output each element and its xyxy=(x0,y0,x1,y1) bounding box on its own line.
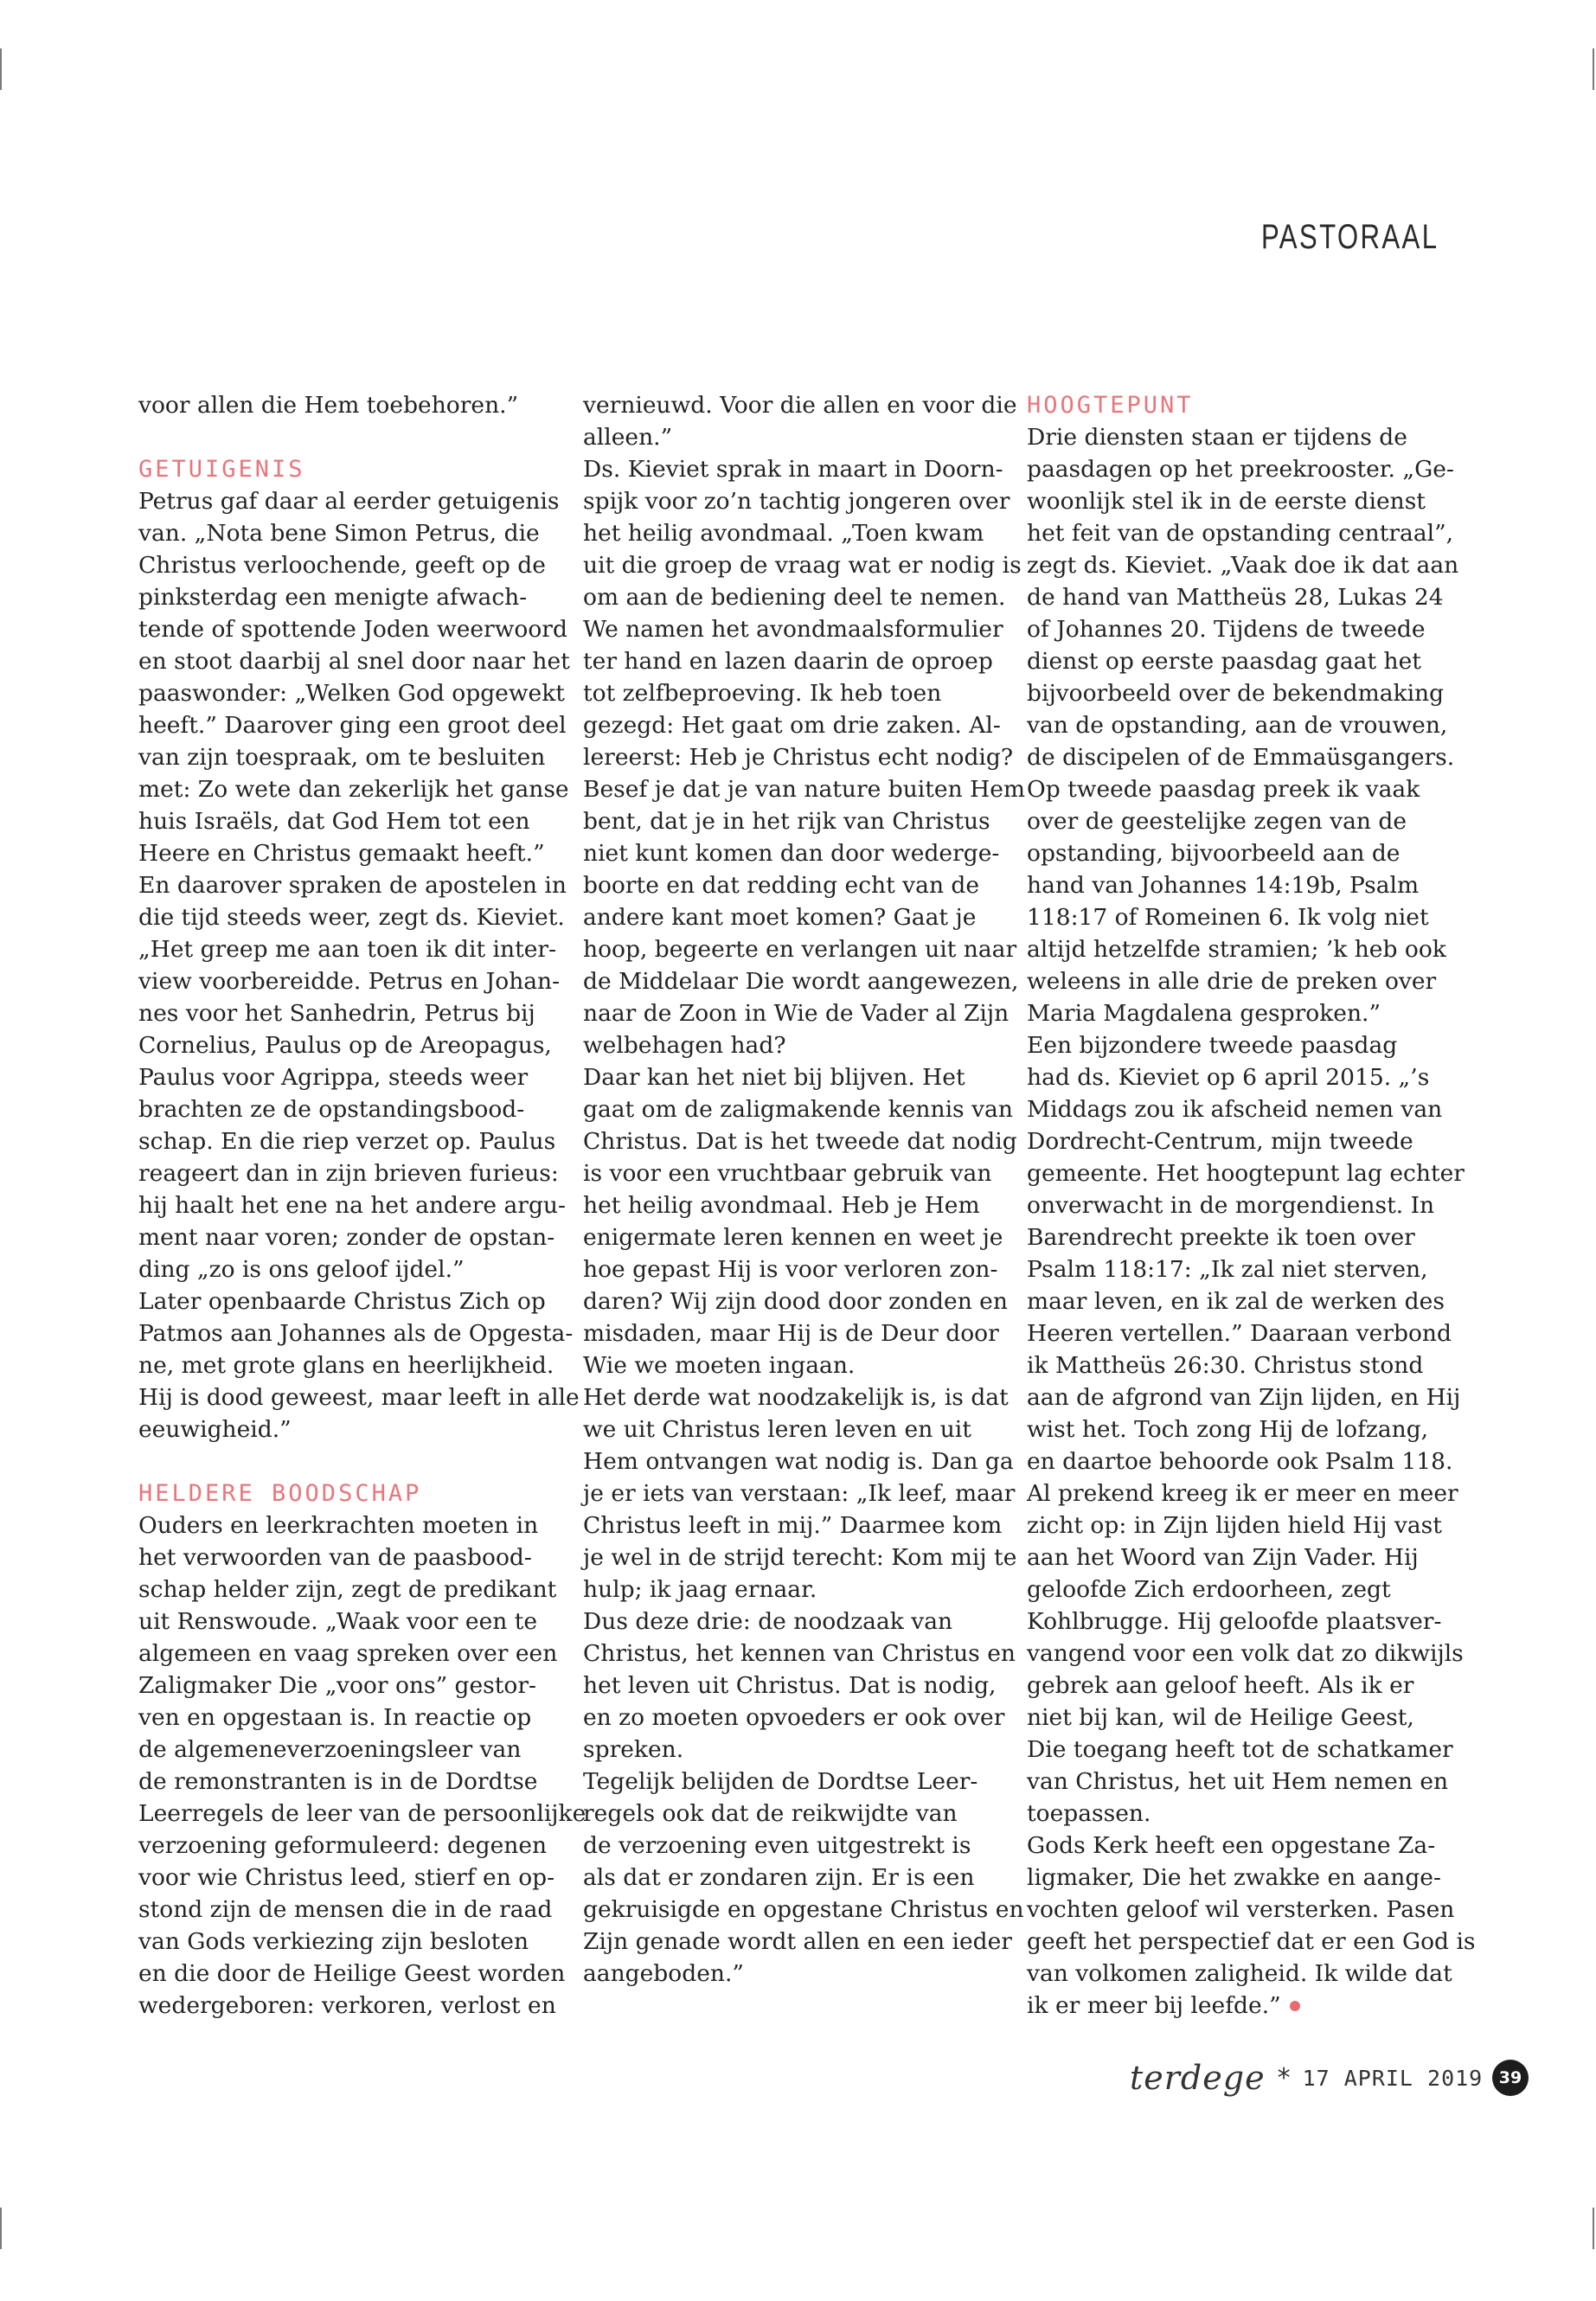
text-line: hulp; ik jaag ernaar. xyxy=(583,1576,817,1603)
text-line: de remonstranten is in de Dordtse xyxy=(138,1768,538,1795)
text-line: Barendrecht preekte ik toen over xyxy=(1027,1224,1415,1251)
text-line: spreken. xyxy=(583,1736,684,1763)
text-line: en die door de Heilige Geest worden xyxy=(138,1960,566,1987)
text-line: dienst op eerste paasdag gaat het xyxy=(1027,648,1421,675)
text-line: ding „zo is ons geloof ijdel.” xyxy=(138,1256,465,1283)
text-line: view voorbereidde. Petrus en Johan- xyxy=(138,968,561,995)
text-line: algemeen en vaag spreken over een xyxy=(138,1640,558,1667)
text-line: de verzoening even uitgestrekt is xyxy=(583,1832,971,1859)
text-line: gekruisigde en opgestane Christus en xyxy=(583,1896,1024,1923)
text-line: toepassen. xyxy=(1027,1800,1151,1827)
text-line: aan het Woord van Zijn Vader. Hij xyxy=(1027,1544,1419,1571)
text-line: je er iets van verstaan: „Ik leef, maar xyxy=(583,1480,1016,1507)
section-label: PASTORAAL xyxy=(1260,218,1439,256)
text-line: maar leven, en ik zal de werken des xyxy=(1027,1288,1445,1315)
text-line: Paulus voor Agrippa, steeds weer xyxy=(138,1064,529,1091)
text-line: Christus verloochende, geeft op de xyxy=(138,552,546,579)
article-column-3 xyxy=(1027,389,1476,2022)
text-line: Dordrecht-Centrum, mijn tweede xyxy=(1027,1128,1413,1155)
text-line: vangend voor een volk dat zo dikwijls xyxy=(1027,1640,1464,1667)
text-line: gaat om de zaligmakende kennis van xyxy=(583,1096,1013,1123)
text-line: Maria Magdalena gesproken.” xyxy=(1027,1000,1381,1027)
text-line: woonlijk stel ik in de eerste dienst xyxy=(1027,488,1426,515)
text-line: Hij is dood geweest, maar leeft in alle xyxy=(138,1384,580,1411)
text-line: Besef je dat je van nature buiten Hem xyxy=(583,776,1026,803)
text-line: bent, dat je in het rijk van Christus xyxy=(583,808,990,835)
text-line: naar de Zoon in Wie de Vader al Zijn xyxy=(583,1000,1010,1027)
text-line: het leven uit Christus. Dat is nodig, xyxy=(583,1672,997,1699)
text-line: van zijn toespraak, om te besluiten xyxy=(138,744,546,771)
text-line: van volkomen zaligheid. Ik wilde dat xyxy=(1027,1960,1452,1987)
text-line: regels ook dat de reikwijdte van xyxy=(583,1800,958,1827)
text-line: vochten geloof wil versterken. Pasen xyxy=(1027,1896,1455,1923)
text-line: van Gods verkiezing zijn besloten xyxy=(138,1928,529,1955)
text-line: aan de afgrond van Zijn lijden, en Hij xyxy=(1027,1384,1461,1411)
text-line: paasdagen op het preekrooster. „Ge- xyxy=(1027,456,1454,483)
text-line: ven en opgestaan is. In reactie op xyxy=(138,1704,532,1731)
text-line: daren? Wij zijn dood door zonden en xyxy=(583,1288,1008,1315)
text-line: had ds. Kieviet op 6 april 2015. „’s xyxy=(1027,1064,1430,1091)
text-line: Die toegang heeft tot de schatkamer xyxy=(1027,1736,1453,1763)
text-line: we uit Christus leren leven en uit xyxy=(583,1416,971,1443)
section-heading: HOOGTEPUNT xyxy=(1027,392,1194,419)
text-line: Heeren vertellen.” Daaraan verbond xyxy=(1027,1320,1452,1347)
text-line: tende of spottende Joden weerwoord xyxy=(138,616,567,643)
text-line: van. „Nota bene Simon Petrus, die xyxy=(138,520,540,547)
end-of-article-dot xyxy=(1290,2001,1300,2011)
text-line: is voor een vruchtbaar gebruik van xyxy=(583,1160,992,1187)
page-footer xyxy=(1130,2059,1483,2097)
text-line: brachten ze de opstandingsbood- xyxy=(138,1096,525,1123)
text-line: Psalm 118:17: „Ik zal niet sterven, xyxy=(1027,1256,1428,1283)
text-line: Kohlbrugge. Hij geloofde plaatsver- xyxy=(1027,1608,1442,1635)
text-line: schap helder zijn, zegt de predikant xyxy=(138,1576,557,1603)
text-line: van Christus, het uit Hem nemen en xyxy=(1027,1768,1449,1795)
text-line: en daartoe behoorde ook Psalm 118. xyxy=(1027,1448,1453,1475)
text-line: Heere en Christus gemaakt heeft.” xyxy=(138,840,545,867)
text-line: niet kunt komen dan door wederge- xyxy=(583,840,1000,867)
text-line: ik er meer bij leefde.” xyxy=(1027,1990,1449,2022)
text-line: met: Zo wete dan zekerlijk het ganse xyxy=(138,776,569,803)
text-line: lereerst: Heb je Christus echt nodig? xyxy=(583,744,1014,771)
text-line: tot zelfbeproeving. Ik heb toen xyxy=(583,680,942,707)
text-line: Hem ontvangen wat nodig is. Dan ga xyxy=(583,1448,1014,1475)
text-line: weleens in alle drie de preken over xyxy=(1027,968,1437,995)
text-line: hand van Johannes 14:19b, Psalm xyxy=(1027,872,1420,899)
text-line: of Johannes 20. Tijdens de tweede xyxy=(1027,616,1426,643)
text-line: geeft het perspectief dat er een God is xyxy=(1027,1928,1476,1955)
text-line: over de geestelijke zegen van de xyxy=(1027,808,1407,835)
text-line: en stoot daarbij al snel door naar het xyxy=(138,648,570,675)
text-line: je wel in de strijd terecht: Kom mij te xyxy=(583,1544,1017,1571)
text-line: bijvoorbeeld over de bekendmaking xyxy=(1027,680,1445,707)
text-line: zegt ds. Kieviet. „Vaak doe ik dat aan xyxy=(1027,552,1459,579)
text-line: Zaligmaker Die „voor ons” gestor- xyxy=(138,1672,537,1699)
text-line: het heilig avondmaal. „Toen kwam xyxy=(583,520,984,547)
text-line: gebrek aan geloof heeft. Als ik er xyxy=(1027,1672,1414,1699)
text-line: misdaden, maar Hij is de Deur door xyxy=(583,1320,999,1347)
text-line: verzoening geformuleerd: degenen xyxy=(138,1832,548,1859)
text-line: stond zijn de mensen die in de raad xyxy=(138,1896,553,1923)
text-line: Een bijzondere tweede paasdag xyxy=(1027,1032,1398,1059)
text-line: enigermate leren kennen en weet je xyxy=(583,1224,1003,1251)
page-number-badge: 39 xyxy=(1492,2060,1529,2096)
text-line: de Middelaar Die wordt aangewezen, xyxy=(583,968,1019,995)
text-line: ment naar voren; zonder de opstan- xyxy=(138,1224,555,1251)
text-line: Wie we moeten ingaan. xyxy=(583,1352,856,1379)
text-line: reageert dan in zijn brieven furieus: xyxy=(138,1160,559,1187)
footer-separator: * xyxy=(1277,2062,1291,2093)
text-line: Gods Kerk heeft een opgestane Za- xyxy=(1027,1832,1436,1859)
issue-date: 17 APRIL 2019 xyxy=(1302,2065,1484,2091)
text-line: Patmos aan Johannes als de Opgesta- xyxy=(138,1320,574,1347)
text-line: hij haalt het ene na het andere argu- xyxy=(138,1192,566,1219)
text-line: Christus. Dat is het tweede dat nodig xyxy=(583,1128,1017,1155)
text-line: de algemeneverzoeningsleer van xyxy=(138,1736,522,1763)
text-line: als dat er zondaren zijn. Er is een xyxy=(583,1864,975,1891)
crop-mark-top-left xyxy=(0,48,2,90)
text-line: schap. En die riep verzet op. Paulus xyxy=(138,1128,556,1155)
text-line: aangeboden.” xyxy=(583,1960,744,1987)
article-column-2 xyxy=(583,389,1026,1990)
text-line: Zijn genade wordt allen en een ieder xyxy=(583,1928,1012,1955)
text-line: die tijd steeds weer, zegt ds. Kieviet. xyxy=(138,904,565,931)
text-line: andere kant moet komen? Gaat je xyxy=(583,904,977,931)
text-line: Middags zou ik afscheid nemen van xyxy=(1027,1096,1443,1123)
text-line: wist het. Toch zong Hij de lofzang, xyxy=(1027,1416,1429,1443)
text-line: voor wie Christus leed, stierf en op- xyxy=(138,1864,555,1891)
text-line: Christus, het kennen van Christus en xyxy=(583,1640,1016,1667)
text-line: pinksterdag een menigte afwach- xyxy=(138,584,528,611)
text-line: ligmaker, Die het zwakke en aange- xyxy=(1027,1864,1441,1891)
text-line: spijk voor zo’n tachtig jongeren over xyxy=(583,488,1010,515)
text-line: Ouders en leerkrachten moeten in xyxy=(138,1512,539,1539)
text-line: voor allen die Hem toebehoren.” xyxy=(138,392,519,419)
crop-mark-bottom-right xyxy=(1593,2208,1594,2249)
text-line: Al prekend kreeg ik er meer en meer xyxy=(1027,1480,1458,1507)
text-line: Drie diensten staan er tijdens de xyxy=(1027,424,1407,451)
text-line: Cornelius, Paulus op de Areopagus, xyxy=(138,1032,552,1059)
text-line: en zo moeten opvoeders er ook over xyxy=(583,1704,1005,1731)
text-line: om aan de bediening deel te nemen. xyxy=(583,584,1006,611)
text-line: 118:17 of Romeinen 6. Ik volg niet xyxy=(1027,904,1429,931)
text-line: uit Renswoude. „Waak voor een te xyxy=(138,1608,538,1635)
crop-mark-top-right xyxy=(1593,48,1594,90)
text-line: welbehagen had? xyxy=(583,1032,786,1059)
text-line: wedergeboren: verkoren, verlost en xyxy=(138,1992,556,2019)
crop-mark-bottom-left xyxy=(0,2208,2,2249)
text-line: Petrus gaf daar al eerder getuigenis xyxy=(138,488,560,515)
text-line: niet bij kan, wil de Heilige Geest, xyxy=(1027,1704,1414,1731)
text-line: van de opstanding, aan de vrouwen, xyxy=(1027,712,1448,739)
text-line: boorte en dat redding echt van de xyxy=(583,872,980,899)
text-line: We namen het avondmaalsformulier xyxy=(583,616,1003,643)
text-line: Leerregels de leer van de persoonlijke xyxy=(138,1800,586,1827)
text-line: Later openbaarde Christus Zich op xyxy=(138,1288,546,1315)
text-line: vernieuwd. Voor die allen en voor die xyxy=(583,392,1017,419)
text-line: gezegd: Het gaat om drie zaken. Al- xyxy=(583,712,1001,739)
text-line: hoe gepast Hij is voor verloren zon- xyxy=(583,1256,998,1283)
text-line: „Het greep me aan toen ik dit inter- xyxy=(138,936,557,963)
text-line: het feit van de opstanding centraal”, xyxy=(1027,520,1454,547)
text-line: ne, met grote glans en heerlijkheid. xyxy=(138,1352,554,1379)
text-line: het heilig avondmaal. Heb je Hem xyxy=(583,1192,980,1219)
text-line: paaswonder: „Welken God opgewekt xyxy=(138,680,565,707)
section-heading: HELDERE BOODSCHAP xyxy=(138,1480,422,1507)
text-line: altijd hetzelfde stramien; ’k heb ook xyxy=(1027,936,1446,963)
text-line: Ds. Kieviet sprak in maart in Doorn- xyxy=(583,456,1003,483)
text-line: zicht op: in Zijn lijden hield Hij vast xyxy=(1027,1512,1442,1539)
text-line: het verwoorden van de paasbood- xyxy=(138,1544,532,1571)
text-line: En daarover spraken de apostelen in xyxy=(138,872,567,899)
text-line: Op tweede paasdag preek ik vaak xyxy=(1027,776,1420,803)
text-line: Tegelijk belijden de Dordtse Leer- xyxy=(583,1768,978,1795)
text-line: geloofde Zich erdoorheen, zegt xyxy=(1027,1576,1391,1603)
article-column-1 xyxy=(138,389,586,2022)
text-line: heeft.” Daarover ging een groot deel xyxy=(138,712,567,739)
text-line: opstanding, bijvoorbeeld aan de xyxy=(1027,840,1401,867)
text-line: de hand van Mattheüs 28, Lukas 24 xyxy=(1027,584,1444,611)
text-line: Het derde wat noodzakelijk is, is dat xyxy=(583,1384,1009,1411)
section-heading: GETUIGENIS xyxy=(138,456,305,483)
text-line: ter hand en lazen daarin de oproep xyxy=(583,648,993,675)
text-line: uit die groep de vraag wat er nodig is xyxy=(583,552,1022,579)
text-line: Christus leeft in mij.” Daarmee kom xyxy=(583,1512,1003,1539)
text-line: de discipelen of de Emmaüsgangers. xyxy=(1027,744,1455,771)
text-line: ik Mattheüs 26:30. Christus stond xyxy=(1027,1352,1424,1379)
text-line: Dus deze drie: de noodzaak van xyxy=(583,1608,953,1635)
text-line: nes voor het Sanhedrin, Petrus bij xyxy=(138,1000,535,1027)
text-line: gemeente. Het hoogtepunt lag echter xyxy=(1027,1160,1465,1187)
text-line: eeuwigheid.” xyxy=(138,1416,292,1443)
text-line: hoop, begeerte en verlangen uit naar xyxy=(583,936,1017,963)
text-line: Daar kan het niet bij blijven. Het xyxy=(583,1064,965,1091)
text-line: alleen.” xyxy=(583,424,673,451)
text-line: huis Israëls, dat God Hem tot een xyxy=(138,808,530,835)
publication-logo: terdege xyxy=(1130,2059,1266,2097)
text-line: onverwacht in de morgendienst. In xyxy=(1027,1192,1435,1219)
